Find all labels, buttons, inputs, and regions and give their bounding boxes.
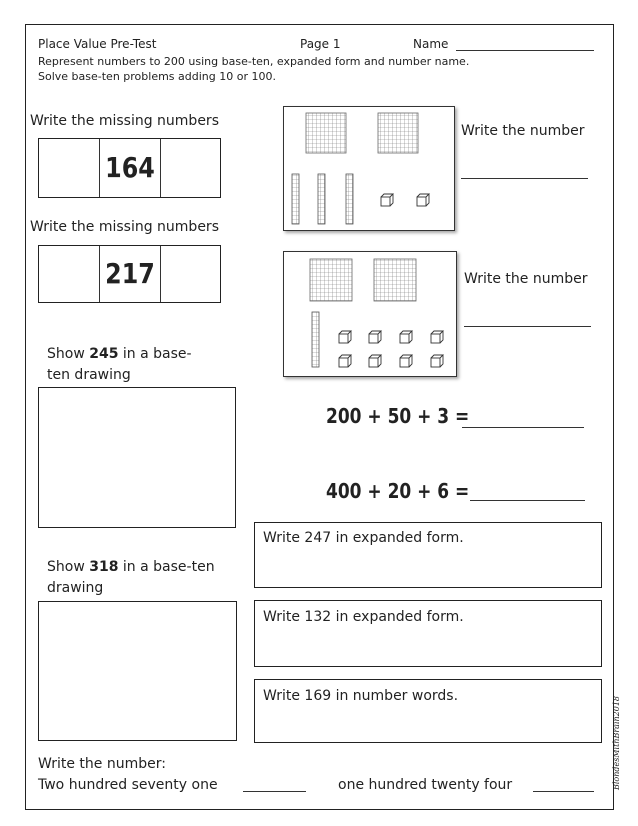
missing-cell-left[interactable]	[39, 246, 100, 302]
missing-numbers-row-1	[38, 138, 221, 198]
worksheet-title: Place Value Pre-Test	[38, 37, 157, 51]
one-cube	[339, 331, 351, 343]
number-words-box[interactable]	[254, 679, 602, 743]
hundred-flat	[378, 113, 418, 153]
given-number: 164	[105, 151, 155, 184]
show-text: ten drawing	[47, 367, 131, 383]
box-prompt: Write 247 in expanded form.	[263, 530, 464, 546]
base-ten-picture-1	[283, 106, 455, 231]
one-cube	[339, 355, 351, 367]
one-cube	[431, 331, 443, 343]
one-cube	[369, 331, 381, 343]
one-cube	[369, 355, 381, 367]
subtitle-line-1: Represent numbers to 200 using base-ten, expanded form and number name.	[38, 55, 470, 68]
page-number: Page 1	[300, 37, 341, 51]
answer-line[interactable]	[533, 791, 594, 792]
ten-rod	[292, 174, 299, 224]
show-number: 318	[89, 559, 119, 575]
answer-line[interactable]	[470, 500, 585, 501]
name-line[interactable]	[456, 50, 594, 51]
show-prompt-2	[47, 557, 215, 599]
hundred-flat	[306, 113, 346, 153]
given-cell	[100, 246, 161, 302]
author-signature: BlondesMithBrain2018	[612, 695, 621, 790]
expanded-form-box-1[interactable]	[254, 522, 602, 588]
number-words-prompt-2: one hundred twenty four	[338, 777, 513, 793]
show-text: in a base-	[122, 346, 192, 362]
drawing-box-1[interactable]	[38, 387, 236, 528]
missing-numbers-label-1: Write the missing numbers	[30, 113, 219, 129]
one-cube	[431, 355, 443, 367]
write-the-number-label-2: Write the number	[464, 271, 588, 287]
given-number: 217	[105, 257, 155, 290]
one-cube	[400, 331, 412, 343]
box-prompt: Write 132 in expanded form.	[263, 609, 464, 625]
missing-cell-left[interactable]	[39, 139, 100, 197]
name-label: Name	[413, 37, 449, 51]
answer-line[interactable]	[464, 326, 591, 327]
given-cell	[100, 139, 161, 197]
ten-rod	[346, 174, 353, 224]
equation-text: 200 + 50 + 3 =	[326, 404, 470, 428]
show-word: Show	[47, 346, 85, 362]
missing-cell-right[interactable]	[161, 139, 222, 197]
ten-rod	[312, 312, 319, 367]
box-prompt: Write 169 in number words.	[263, 688, 459, 704]
ten-rod	[318, 174, 325, 224]
one-cube	[400, 355, 412, 367]
answer-line[interactable]	[462, 427, 584, 428]
show-number: 245	[89, 346, 119, 362]
show-prompt-1	[47, 344, 192, 386]
show-text: drawing	[47, 580, 104, 596]
expanded-form-box-2[interactable]	[254, 600, 602, 667]
equation-text: 400 + 20 + 6 =	[326, 479, 470, 503]
base-ten-picture-2	[283, 251, 457, 377]
write-the-number-label-1: Write the number	[461, 123, 585, 139]
missing-numbers-label-2: Write the missing numbers	[30, 219, 219, 235]
one-cube	[381, 194, 393, 206]
one-cube	[417, 194, 429, 206]
write-number-heading: Write the number:	[38, 756, 166, 772]
number-words-prompt-1: Two hundred seventy one	[38, 777, 218, 793]
show-word: Show	[47, 559, 85, 575]
base-ten-blocks-1	[284, 107, 454, 230]
missing-numbers-row-2	[38, 245, 221, 303]
answer-line[interactable]	[243, 791, 306, 792]
missing-cell-right[interactable]	[161, 246, 222, 302]
subtitle-line-2: Solve base-ten problems adding 10 or 100.	[38, 70, 276, 83]
hundred-flat	[374, 259, 416, 301]
drawing-box-2[interactable]	[38, 601, 237, 741]
answer-line[interactable]	[461, 178, 588, 179]
base-ten-blocks-2	[284, 252, 456, 376]
show-text: in a base-ten	[122, 559, 215, 575]
hundred-flat	[310, 259, 352, 301]
